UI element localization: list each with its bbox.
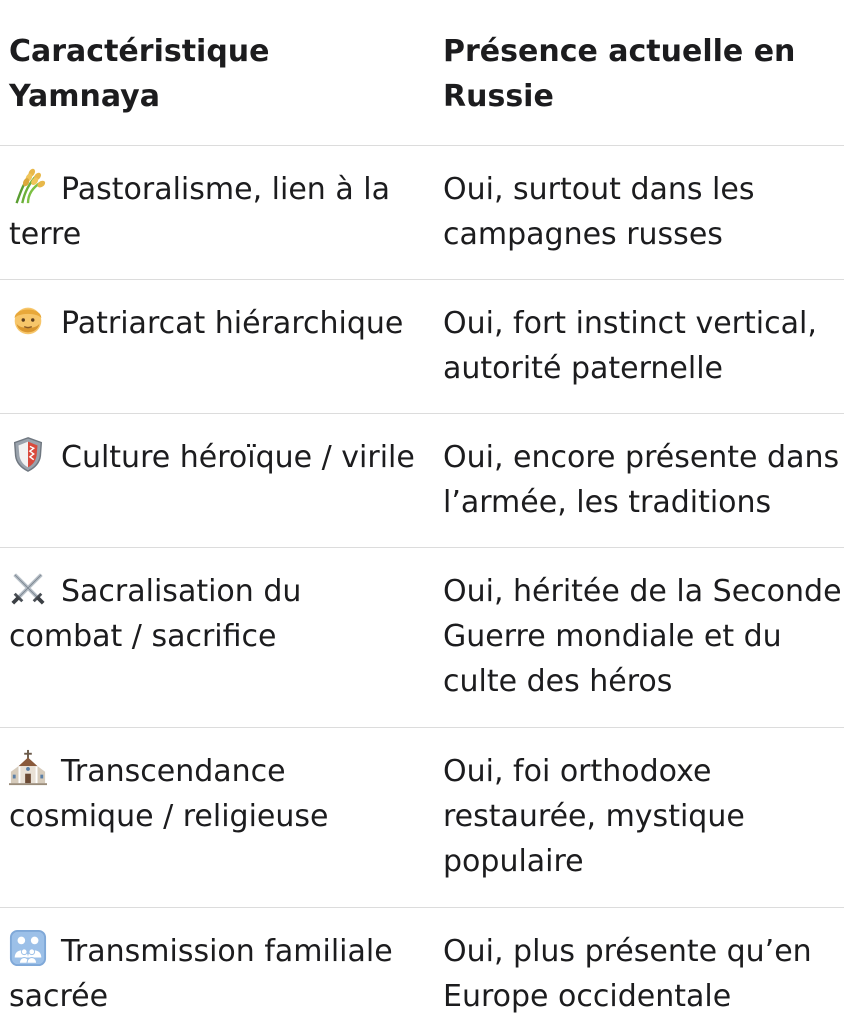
header-presence (434, 0, 844, 145)
characteristic-text: Transmission familiale sacrée (9, 934, 393, 1014)
bearded-man-icon (9, 301, 47, 339)
church-icon (9, 749, 47, 787)
table-row (0, 548, 844, 728)
table-row (0, 146, 844, 280)
shield-icon (9, 435, 47, 473)
family-icon (9, 929, 47, 967)
header-presence-label: Présence actuelle en Russie (443, 34, 796, 114)
cell-presence (434, 146, 844, 279)
cell-characteristic (0, 548, 434, 727)
table-row (0, 728, 844, 908)
table-row (0, 908, 844, 1024)
cell-characteristic (0, 146, 434, 279)
crossed-swords-icon (9, 569, 47, 607)
presence-text: Oui, héritée de la Seconde Guerre mondiale et du culte des héros (443, 574, 842, 699)
rice-sheaf-icon (9, 167, 47, 205)
characteristic-text: Culture héroïque / virile (61, 440, 415, 475)
cell-presence (434, 414, 844, 547)
cell-characteristic (0, 280, 434, 413)
table-row (0, 280, 844, 414)
table-row (0, 414, 844, 548)
presence-text: Oui, encore présente dans l’armée, les traditions (443, 440, 840, 520)
header-characteristic (0, 0, 434, 145)
cell-characteristic (0, 728, 434, 907)
characteristic-text: Sacralisation du combat / sacrifice (9, 574, 302, 654)
cell-characteristic (0, 908, 434, 1024)
cell-presence (434, 728, 844, 907)
presence-text: Oui, fort instinct vertical, autorité paternelle (443, 306, 817, 386)
presence-text: Oui, plus présente qu’en Europe occidentale (443, 934, 812, 1014)
presence-text: Oui, foi orthodoxe restaurée, mystique populaire (443, 754, 745, 879)
table-header (0, 0, 844, 146)
characteristic-text: Transcendance cosmique / religieuse (9, 754, 329, 834)
header-characteristic-label: Caractéristique Yamnaya (9, 34, 270, 114)
cell-characteristic (0, 414, 434, 547)
cell-presence (434, 280, 844, 413)
cell-presence (434, 548, 844, 727)
characteristic-text: Pastoralisme, lien à la terre (9, 172, 390, 252)
cell-presence (434, 908, 844, 1024)
presence-text: Oui, surtout dans les campagnes russes (443, 172, 755, 252)
characteristic-text: Patriarcat hiérarchique (61, 306, 404, 341)
